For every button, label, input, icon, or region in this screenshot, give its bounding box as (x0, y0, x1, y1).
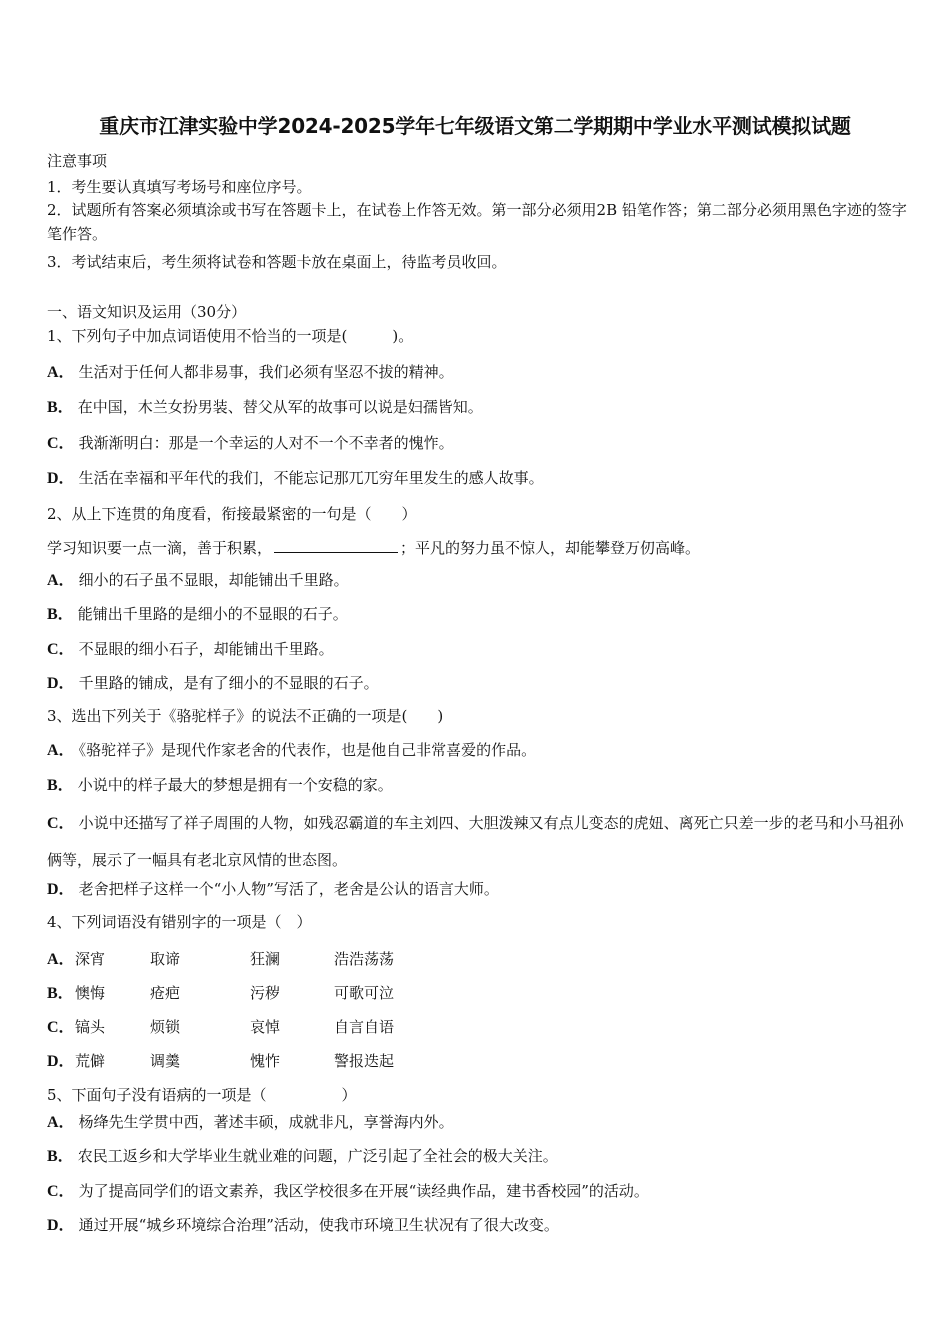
q4-b-word-1: 懊悔 (75, 984, 106, 1002)
option-text: 我渐渐明白：那是一个幸运的人对不一个不幸者的愧怍。 (78, 434, 454, 452)
q4-a-word-4: 浩浩荡荡 (334, 950, 395, 968)
q4-d-word-1: 荒僻 (75, 1052, 106, 1070)
option-letter: D． (47, 1053, 75, 1070)
q4-stem: 4、下列词语没有错别字的一项是（ ） (47, 913, 312, 931)
q2-option-a (47, 571, 349, 590)
q3-option-a (47, 741, 536, 760)
option-letter: B． (47, 777, 74, 794)
q5-option-c (47, 1182, 649, 1201)
q1-option-b (47, 398, 483, 417)
q3-option-b (47, 776, 393, 795)
option-letter: C． (47, 815, 75, 832)
q5-option-d (47, 1216, 559, 1235)
option-letter: B． (47, 1148, 74, 1165)
page-title: 重庆市江津实验中学2024-2025学年七年级语文第二学期期中学业水平测试模拟试题 (99, 114, 851, 138)
q4-option-a-letter (47, 950, 79, 969)
option-text: 农民工返乡和大学毕业生就业难的问题，广泛引起了全社会的极大关注。 (77, 1147, 558, 1165)
q4-b-word-2: 疮疤 (150, 984, 181, 1002)
q2-option-c (47, 640, 334, 659)
option-letter: D． (47, 1217, 75, 1234)
option-letter: C． (47, 435, 75, 452)
notice-heading: 注意事项 (47, 152, 108, 170)
q2-sentence (47, 538, 700, 557)
option-letter: B． (47, 606, 74, 623)
q4-b-word-4: 可歌可泣 (334, 984, 395, 1002)
q4-a-word-2: 取谛 (150, 950, 181, 968)
option-letter: D． (47, 881, 75, 898)
option-text: 千里路的铺成，是有了细小的不显眼的石子。 (78, 674, 379, 692)
notice-item-1: 1．考生要认真填写考场号和座位序号。 (47, 178, 312, 196)
q2-stem: 2、从上下连贯的角度看，衔接最紧密的一句是（ ） (47, 505, 417, 523)
q4-c-word-2: 烦锁 (150, 1018, 181, 1036)
q5-stem: 5、下面句子没有语病的一项是（ ） (47, 1086, 357, 1104)
option-text: 《骆驼祥子》是现代作家老舍的代表作，也是他自己非常喜爱的作品。 (78, 741, 537, 759)
option-letter: A． (47, 364, 75, 381)
q4-d-word-3: 愧怍 (250, 1052, 281, 1070)
notice-item-2: 2．试题所有答案必须填涂或书写在答题卡上，在试卷上作答无效。第一部分必须用2B 铅笔作答；第二部分必须用黑色字迹的签字笔作答。 (47, 201, 907, 243)
option-text: 小说中的样子最大的梦想是拥有一个安稳的家。 (77, 776, 393, 794)
option-text: 生活对于任何人都非易事，我们必须有坚忍不拔的精神。 (78, 363, 454, 381)
q5-option-b (47, 1147, 558, 1166)
option-letter: B． (47, 985, 74, 1002)
option-letter: D． (47, 675, 75, 692)
option-letter: C． (47, 1019, 75, 1036)
option-letter: A． (47, 951, 75, 968)
option-letter: A． (47, 572, 75, 589)
option-letter: B． (47, 399, 74, 416)
option-letter: C． (47, 1183, 75, 1200)
q4-c-word-1: 镐头 (75, 1018, 106, 1036)
notice-item-3: 3．考试结束后，考生须将试卷和答题卡放在桌面上，待监考员收回。 (47, 253, 507, 271)
option-text: 杨绛先生学贯中西，著述丰硕，成就非凡，享誉海内外。 (78, 1113, 454, 1131)
option-letter: A． (47, 742, 75, 759)
q4-a-word-3: 狂澜 (250, 950, 281, 968)
option-text: 不显眼的细小石子，却能铺出千里路。 (78, 640, 334, 658)
q4-a-word-1: 深宵 (75, 950, 106, 968)
option-letter: C． (47, 641, 75, 658)
fill-in-blank (274, 538, 398, 553)
q4-option-c-letter (47, 1018, 79, 1037)
q2-option-d (47, 674, 379, 693)
q1-option-a (47, 363, 454, 382)
q2-sentence-before: 学习知识要一点一滴，善于积累， (47, 539, 273, 557)
option-text: 通过开展“城乡环境综合治理”活动，使我市环境卫生状况有了很大改变。 (78, 1216, 559, 1234)
q4-d-word-2: 调羹 (150, 1052, 181, 1070)
q2-sentence-after: ；平凡的努力虽不惊人，却能攀登万仞高峰。 (400, 539, 701, 557)
q2-option-b (47, 605, 348, 624)
q3-option-c (47, 805, 907, 879)
q1-option-c (47, 434, 454, 453)
q4-c-word-3: 哀悼 (250, 1018, 281, 1036)
q4-d-word-4: 警报迭起 (334, 1052, 395, 1070)
q3-option-d (47, 880, 499, 899)
option-text: 能铺出千里路的是细小的不显眼的石子。 (77, 605, 348, 623)
option-letter: D． (47, 470, 75, 487)
q1-option-d (47, 469, 544, 488)
q4-option-b-letter (47, 984, 78, 1003)
option-text: 小说中还描写了祥子周围的人物，如残忍霸道的车主刘四、大胆泼辣又有点儿变态的虎妞、离死亡只差一步的老马和小马祖孙俩等，展示了一幅具有老北京风情的世态图。 (47, 814, 904, 869)
option-text: 老舍把样子这样一个“小人物”写活了，老舍是公认的语言大师。 (78, 880, 499, 898)
option-text: 在中国，木兰女扮男装、替父从军的故事可以说是妇孺皆知。 (77, 398, 483, 416)
option-letter: A． (47, 1114, 75, 1131)
q1-stem: 1、下列句子中加点词语使用不恰当的一项是( )。 (47, 327, 414, 345)
option-text: 细小的石子虽不显眼，却能铺出千里路。 (78, 571, 349, 589)
section-heading: 一、语文知识及运用（30分） (47, 303, 247, 321)
option-text: 生活在幸福和平年代的我们，不能忘记那兀兀穷年里发生的感人故事。 (78, 469, 544, 487)
option-text: 为了提高同学们的语文素养，我区学校很多在开展“读经典作品，建书香校园”的活动。 (78, 1182, 649, 1200)
q5-option-a (47, 1113, 454, 1132)
q3-stem: 3、选出下列关于《骆驼样子》的说法不正确的一项是( ) (47, 707, 444, 725)
q4-b-word-3: 污秽 (250, 984, 281, 1002)
q4-c-word-4: 自言自语 (334, 1018, 395, 1036)
q4-option-d-letter (47, 1052, 79, 1071)
